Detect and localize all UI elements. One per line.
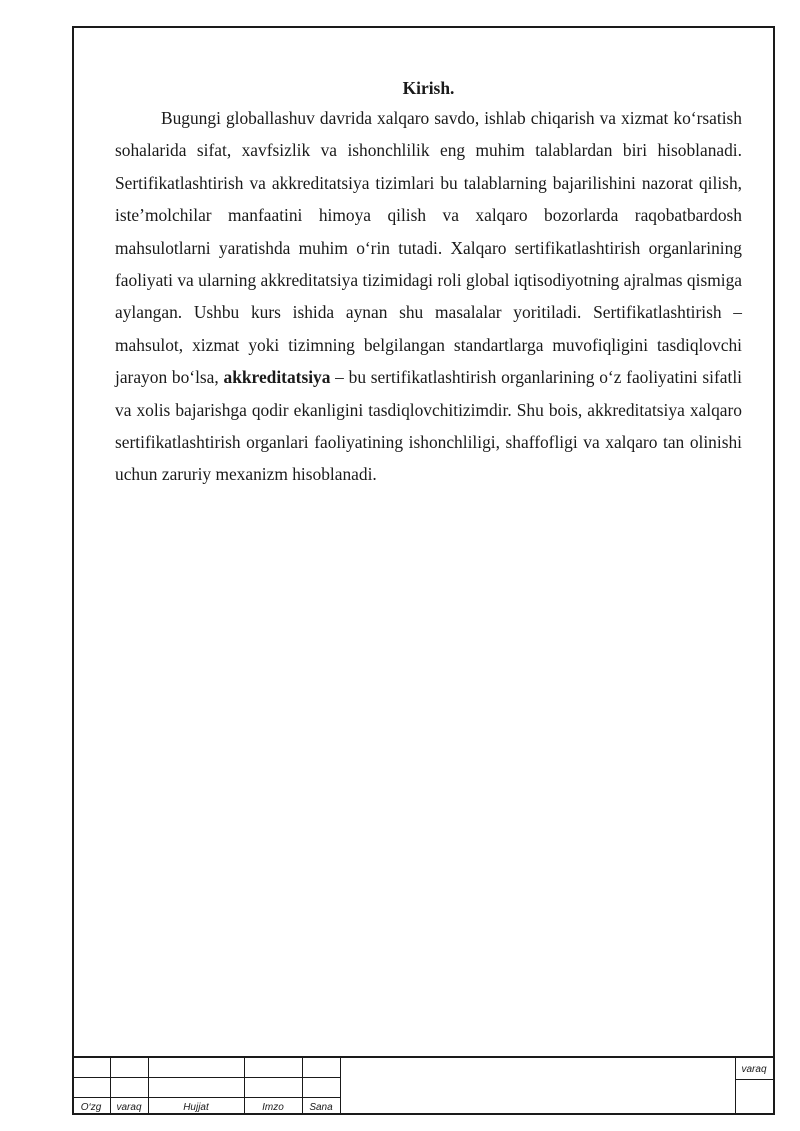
paragraph-text-part2: – bu sertifikatlashtirish organlarining o‘z faoliyatini sifatli va xolis bajarishga qodir ekanligini tasdiqlovchitizimdir. Shu bois, akkreditatsiya xalqaro sertifikatlashtirish organlari faoliyatining ishonchliligi, shaffofligi va xalqaro tan olinishi uchun zaruriy mexanizm hisoblanadi. bbox=[115, 367, 742, 485]
paragraph-text-part1: Bugungi globallashuv davrida xalqaro savdo, ishlab chiqarish va xizmat ko‘rsatish sohalarida sifat, xavfsizlik va ishonchlilik eng muhim talablardan biri hisoblanadi. Sertifikatlashtirish va akkreditatsiya tizimlari bu talablarning bajarilishini nazorat qilish, iste’molchilar manfaatini himoya qilish va xalqaro bozorlarda raqobatbardosh mahsulotlarni yaratishda muhim o‘rin tutadi. Xalqaro sertifikatlashtirish organlarining faoliyati va ularning akkreditatsiya tizimidagi roli global iqtisodiyotning ajralmas qismiga aylangan. Ushbu kurs ishida aynan shu masalalar yoritiladi. Sertifikatlashtirish – mahsulot, xizmat yoki tizimning belgilangan standartlarga muvofiqligini tasdiqlovchi jarayon bo‘lsa, bbox=[115, 108, 742, 388]
stamp-divider bbox=[340, 1058, 341, 1115]
bold-term: akkreditatsiya bbox=[223, 367, 331, 388]
stamp-label-sana: Sana bbox=[309, 1102, 333, 1113]
document-body bbox=[115, 76, 742, 491]
title-block-stamp bbox=[72, 1056, 775, 1115]
stamp-sheet-label: varaq bbox=[741, 1064, 767, 1075]
stamp-label-ozg: O‘zg bbox=[80, 1102, 102, 1113]
stamp-label-hujjat: Hujjat bbox=[183, 1102, 209, 1113]
stamp-label-imzo: Imzo bbox=[262, 1102, 284, 1113]
intro-paragraph bbox=[115, 102, 742, 491]
stamp-row-line bbox=[72, 1097, 340, 1098]
stamp-row-line bbox=[72, 1077, 340, 1078]
document-title: Kirish. bbox=[402, 78, 455, 98]
stamp-label-varaq: varaq bbox=[116, 1102, 142, 1113]
stamp-row-line bbox=[735, 1079, 773, 1080]
